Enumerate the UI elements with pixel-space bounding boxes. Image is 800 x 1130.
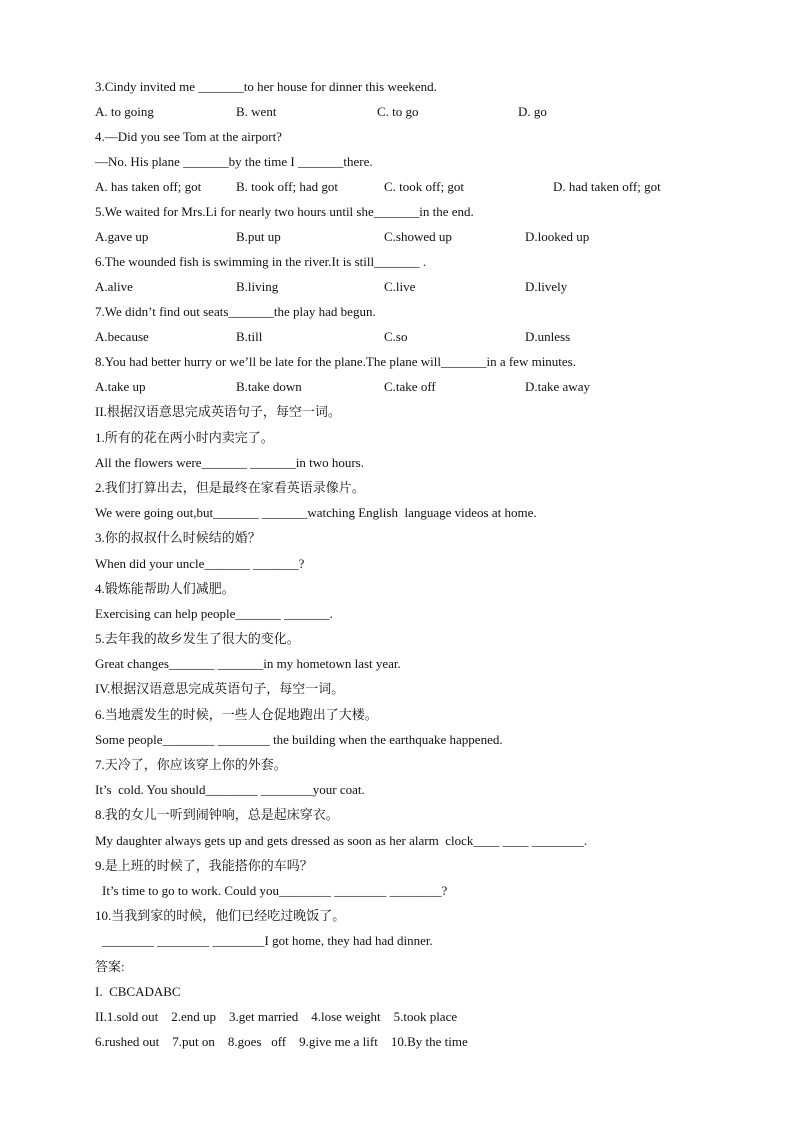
section-2-item-4-chinese: 4.锻炼能帮助人们减肥。 bbox=[95, 581, 235, 596]
question-7-option-c: C.so bbox=[384, 329, 408, 344]
answers-section-1: I. CBCADABC bbox=[95, 984, 181, 999]
question-3-option-a: A. to going bbox=[95, 104, 154, 119]
section-4-item-10-chinese: 10.当我到家的时候，他们已经吃过晚饭了。 bbox=[95, 908, 346, 923]
question-3-option-b: B. went bbox=[236, 104, 277, 119]
question-4-option-b: B. took off; had got bbox=[236, 179, 338, 194]
section-4-heading: IV.根据汉语意思完成英语句子，每空一词。 bbox=[95, 681, 345, 696]
question-5-stem: 5.We waited for Mrs.Li for nearly two hours until she_______in the end. bbox=[95, 204, 474, 219]
section-2-item-3-chinese: 3.你的叔叔什么时候结的婚？ bbox=[95, 530, 261, 545]
question-5-option-b: B.put up bbox=[236, 229, 281, 244]
question-8-option-c: C.take off bbox=[384, 379, 436, 394]
section-2-item-1-chinese: 1.所有的花在两小时内卖完了。 bbox=[95, 430, 274, 445]
question-7-option-a: A.because bbox=[95, 329, 149, 344]
section-4-item-7-english: It’s cold. You should________ ________your coat. bbox=[95, 782, 365, 797]
question-8-stem: 8.You had better hurry or we’ll be late for the plane.The plane will_______in a few minutes. bbox=[95, 354, 576, 369]
question-8-option-d: D.take away bbox=[525, 379, 590, 394]
section-4-item-6-english: Some people________ ________ the building when the earthquake happened. bbox=[95, 732, 503, 747]
section-2-item-1-english: All the flowers were_______ _______in two hours. bbox=[95, 455, 364, 470]
question-7-stem: 7.We didn’t find out seats_______the play had begun. bbox=[95, 304, 376, 319]
question-3-option-d: D. go bbox=[518, 104, 547, 119]
section-2-item-4-english: Exercising can help people_______ _______. bbox=[95, 606, 333, 621]
question-4-stem: 4.—Did you see Tom at the airport? bbox=[95, 129, 282, 144]
section-4-item-6-chinese: 6.当地震发生的时候，一些人仓促地跑出了大楼。 bbox=[95, 707, 378, 722]
question-6-option-d: D.lively bbox=[525, 279, 568, 294]
question-6-option-b: B.living bbox=[236, 279, 279, 294]
section-4-item-9-english: It’s time to go to work. Could you________ ________ ________? bbox=[102, 883, 448, 898]
answers-section-2-line-2: 6.rushed out 7.put on 8.goes off 9.give me a lift 10.By the time bbox=[95, 1034, 468, 1049]
section-4-item-8-english: My daughter always gets up and gets dressed as soon as her alarm clock____ ____ ________. bbox=[95, 833, 588, 848]
question-7-option-d: D.unless bbox=[525, 329, 571, 344]
question-4-option-a: A. has taken off; got bbox=[95, 179, 202, 194]
section-2-item-2-chinese: 2.我们打算出去，但是最终在家看英语录像片。 bbox=[95, 480, 365, 495]
section-2-item-3-english: When did your uncle_______ _______? bbox=[95, 556, 305, 571]
question-4-option-c: C. took off; got bbox=[384, 179, 464, 194]
question-4-option-d: D. had taken off; got bbox=[553, 179, 661, 194]
section-2-heading: II.根据汉语意思完成英语句子，每空一词。 bbox=[95, 404, 341, 419]
question-5-option-c: C.showed up bbox=[384, 229, 452, 244]
section-4-item-10-english: ________ ________ ________I got home, they had had dinner. bbox=[102, 933, 433, 948]
question-3-option-c: C. to go bbox=[377, 104, 419, 119]
question-6-option-c: C.live bbox=[384, 279, 416, 294]
section-2-item-5-chinese: 5.去年我的故乡发生了很大的变化。 bbox=[95, 631, 300, 646]
section-4-item-9-chinese: 9.是上班的时候了，我能搭你的车吗？ bbox=[95, 858, 313, 873]
section-2-item-5-english: Great changes_______ _______in my hometown last year. bbox=[95, 656, 401, 671]
question-3-stem: 3.Cindy invited me _______to her house for dinner this weekend. bbox=[95, 79, 437, 94]
question-4-reply: —No. His plane _______by the time I _______there. bbox=[95, 154, 373, 169]
question-6-option-a: A.alive bbox=[95, 279, 133, 294]
question-8-option-a: A.take up bbox=[95, 379, 146, 394]
question-6-stem: 6.The wounded fish is swimming in the river.It is still_______ . bbox=[95, 254, 427, 269]
question-7-option-b: B.till bbox=[236, 329, 263, 344]
question-5-option-d: D.looked up bbox=[525, 229, 590, 244]
answers-section-2-line-1: II.1.sold out 2.end up 3.get married 4.lose weight 5.took place bbox=[95, 1009, 458, 1024]
section-4-item-8-chinese: 8.我的女儿一听到闹钟响，总是起床穿衣。 bbox=[95, 807, 339, 822]
answers-heading: 答案: bbox=[95, 959, 125, 974]
section-4-item-7-chinese: 7.天冷了，你应该穿上你的外套。 bbox=[95, 757, 287, 772]
question-5-option-a: A.gave up bbox=[95, 229, 149, 244]
section-2-item-2-english: We were going out,but_______ _______watching English language videos at home. bbox=[95, 505, 537, 520]
question-8-option-b: B.take down bbox=[236, 379, 302, 394]
